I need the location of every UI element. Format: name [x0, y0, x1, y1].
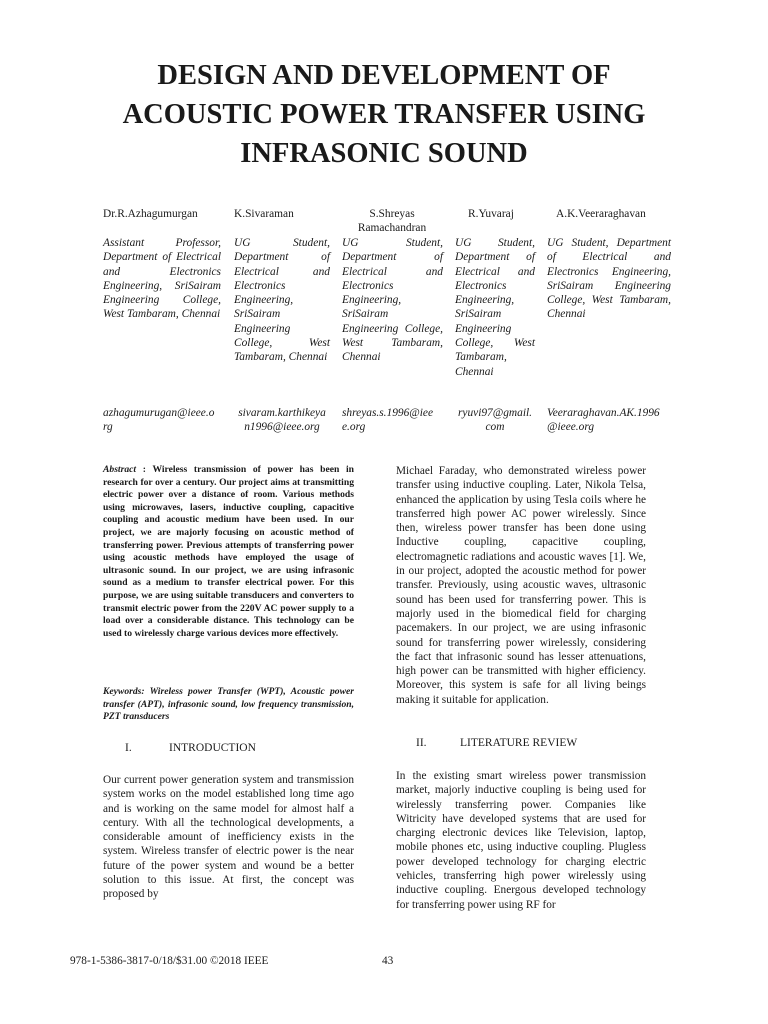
- author-block-1: [103, 207, 221, 221]
- literature-review-paragraph: In the existing smart wireless power transmission market, majorly inductive coupling is being used for wirelessly transferring power. Companies like Witricity have developed systems that are used for charging electronic devices like Television, laptop, mobile phones etc, using inductive coupling. Plugless power developed technology for charging electric vehicles, transferring high power wirelessly using inductive coupling. Energous developed technology for transferring power using RF for: [396, 770, 646, 911]
- author-affiliation: Assistant Professor, Department of Electrical and Electronics Engineering, SriSairam Engineering College, West Tambaram, Chennai: [103, 237, 221, 321]
- abstract-separator: :: [136, 464, 153, 475]
- author-block-5: [556, 207, 676, 221]
- section-title: LITERATURE REVIEW: [460, 737, 578, 749]
- page-number: 43: [382, 955, 394, 967]
- footer-copyright: 978-1-5386-3817-0/18/$31.00 ©2018 IEEE: [70, 955, 269, 967]
- author-affiliation: UG Student, Department of Electrical and Electronics Engineering, SriSairam Engineering College, West Tambaram, Chennai: [455, 237, 535, 378]
- author-email-block-2: [234, 406, 330, 435]
- author-email: azhagumurugan@ieee.o rg: [103, 407, 215, 434]
- author-email-block-4: [455, 406, 535, 435]
- abstract-text: Wireless transmission of power has been in research for over a century. Our project aims at transmitting electric power over a distance of room. Various methods using microwaves, lasers, inductive coupling, capacitive coupling and acoustic medium have been used. In our project, we are majorly focusing on acoustic method of transferring power. Previous attempts of transferring power using acoustic methods have employed the usage of ultrasonic sound. In our project, we are using infrasonic sound as a medium to transfer electrical power. For this purpose, we are using suitable transducers and converters to transmit electric power from the 220V AC power supply to a load over a considerable distance. This technology can be used to wirelessly charge various devices more effectively.: [103, 464, 354, 639]
- author-email: ryuvi97@gmail. com: [457, 407, 533, 434]
- title-line-3: INFRASONIC SOUND: [240, 138, 528, 169]
- title-line-2: ACOUSTIC POWER TRANSFER USING: [122, 99, 646, 130]
- author-email: Veeraraghavan.AK.1996 @ieee.org: [547, 407, 660, 434]
- author-affiliation-block-2: [234, 236, 330, 365]
- section-heading-literature-review: [416, 736, 636, 750]
- author-affiliation: UG Student, Department of Electrical and Electronics Engineering, SriSairam Engineering College, West Tambaram, Chennai: [234, 237, 330, 364]
- author-email: shreyas.s.1996@iee e.org: [342, 407, 434, 434]
- keywords: Keywords: Wireless power Transfer (WPT), Acoustic power transfer (APT), infrasonic sound, low frequency transmission, PZT transducers: [103, 686, 354, 723]
- section-heading-introduction: [125, 741, 325, 755]
- section-number: II.: [416, 737, 427, 749]
- right-column-paragraph: Michael Faraday, who demonstrated wireless power transfer using inductive coupling. Later, Nikola Telsa, enhanced the application by using Tesla coils where he transferred high power AC power wirelessly. Since then, wireless power transfer has been done using Inductive coupling, capacitive coupling, electromagnetic radiations and acoustic waves [1]. We, in our project, adopted the acoustic method for power transfer. Previously, using acoustic waves, ultrasonic sound has been used for transferring power. This is majorly used in the biomedical field for charging pacemakers. In our project, we are using infrasonic sound for transferring power wirelessly, considering the fact that infrasonic sound has lesser attenuations, high power can be transmitted with higher efficiency. Moreover, this system is safe for all living beings making it suitable for application.: [396, 465, 646, 706]
- author-name: S.Shreyas Ramachandran: [357, 208, 427, 235]
- author-block-2: [234, 207, 330, 221]
- author-email: sivaram.karthikeya n1996@ieee.org: [238, 407, 326, 434]
- author-affiliation: UG Student, Department of Electrical and Electronics Engineering, SriSairam Engineering College, West Tambaram, Chennai: [342, 237, 443, 364]
- author-name: R.Yuvaraj: [468, 208, 514, 220]
- author-block-4: [468, 207, 548, 221]
- paper-title: [60, 56, 708, 173]
- introduction-paragraph: Our current power generation system and transmission system works on the model established long time ago and is working on the same model for almost half a century. With all the technological developments, a considerable amount of inefficiency exists in the system. Wireless transfer of electric power is the near future of the power system and wound be a better solution to this issue. At first, the concept was proposed by: [103, 774, 354, 901]
- author-affiliation-block-5: [547, 236, 671, 322]
- author-affiliation-block-1: [103, 236, 221, 322]
- title-line-1: DESIGN AND DEVELOPMENT OF: [157, 60, 611, 91]
- author-name: A.K.Veeraraghavan: [556, 208, 646, 220]
- author-email-block-1: [103, 406, 223, 435]
- author-email-block-5: [547, 406, 671, 435]
- author-name: K.Sivaraman: [234, 208, 294, 220]
- author-affiliation: UG Student, Department of Electrical and Electronics Engineering, SriSairam Engineering College, West Tambaram, Chennai: [547, 237, 671, 321]
- section-title: INTRODUCTION: [169, 742, 256, 754]
- author-block-3: [342, 207, 442, 236]
- author-email-block-3: [342, 406, 446, 435]
- author-name: Dr.R.Azhagumurgan: [103, 208, 198, 220]
- section-number: I.: [125, 742, 132, 754]
- abstract-label: Abstract: [103, 464, 137, 475]
- author-affiliation-block-3: [342, 236, 443, 365]
- abstract: [103, 464, 354, 640]
- author-affiliation-block-4: [455, 236, 535, 379]
